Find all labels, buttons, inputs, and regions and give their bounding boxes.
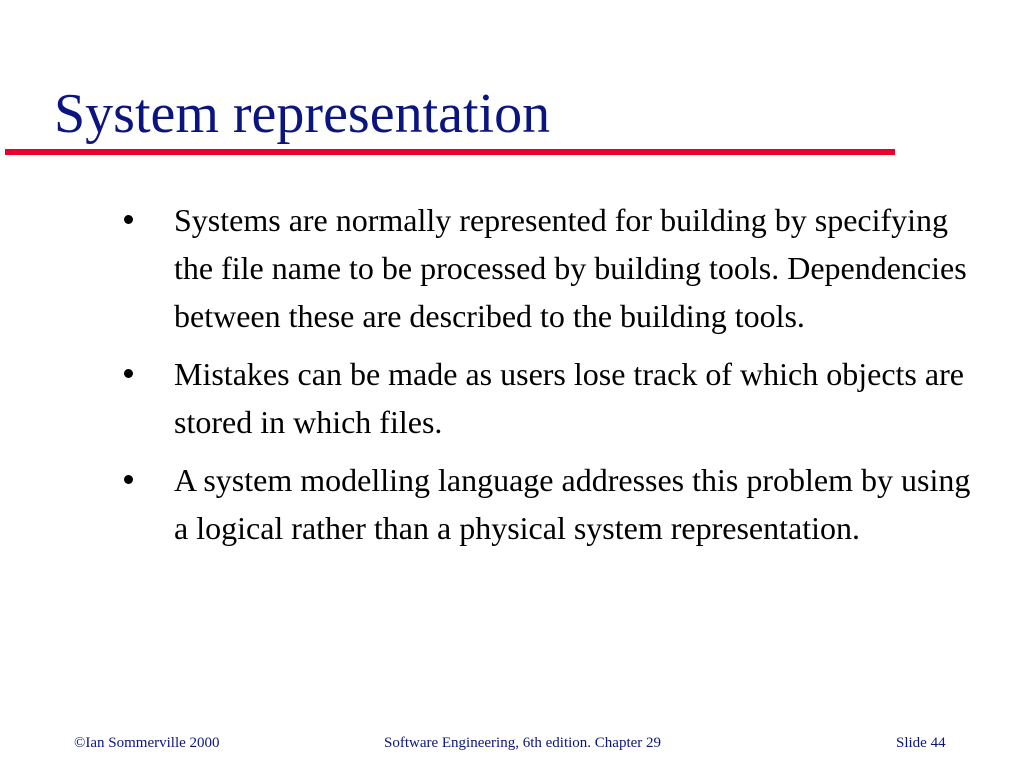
title-underline xyxy=(5,149,895,155)
footer-book-title: Software Engineering, 6th edition. Chapter 29 xyxy=(384,735,662,751)
bullet-list xyxy=(112,196,992,562)
bullet-icon xyxy=(124,215,133,224)
bullet-item xyxy=(112,456,992,552)
bullet-icon xyxy=(124,475,133,484)
bullet-item xyxy=(112,196,992,340)
footer-slide-number: Slide 44 xyxy=(896,735,946,751)
bullet-text: Systems are normally represented for building by specifying the file name to be processed by building tools. Dependencies between these are described to the building tools. xyxy=(174,202,967,334)
footer-copyright: ©Ian Sommerville 2000 xyxy=(74,735,220,751)
slide-title: System representation xyxy=(54,83,551,145)
bullet-text: A system modelling language addresses this problem by using a logical rather than a physical system representation. xyxy=(174,462,971,546)
bullet-text: Mistakes can be made as users lose track of which objects are stored in which files. xyxy=(174,356,964,440)
bullet-item xyxy=(112,350,992,446)
bullet-icon xyxy=(124,369,133,378)
